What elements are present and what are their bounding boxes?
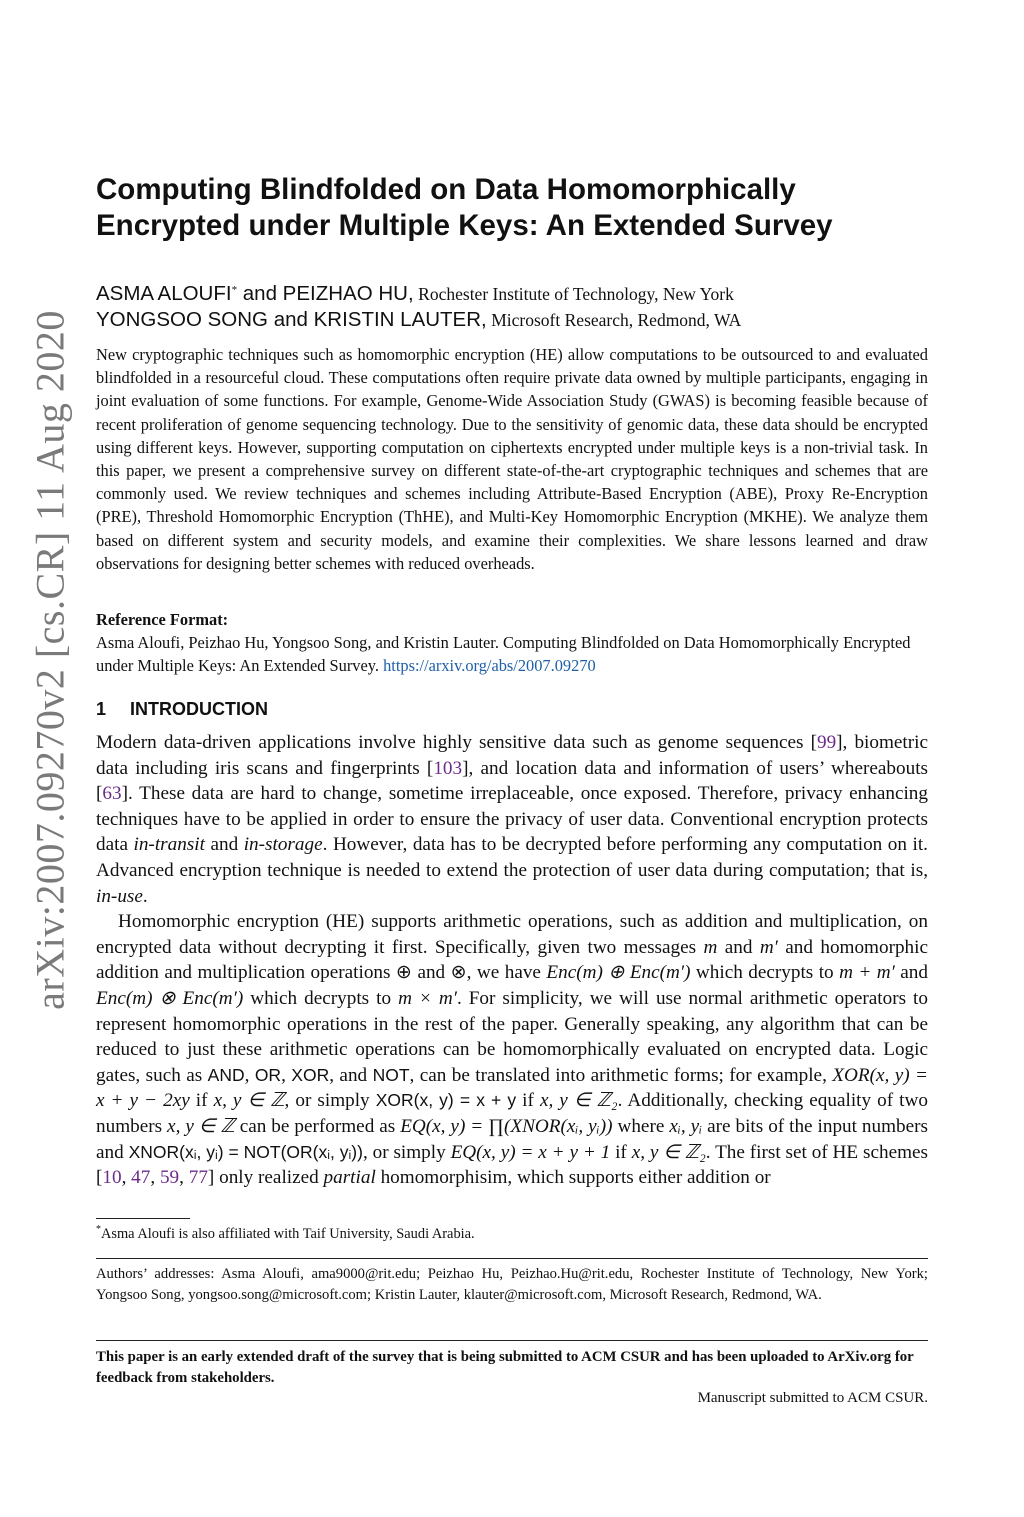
- citation-link[interactable]: 99: [816, 732, 837, 753]
- citation-link[interactable]: 77: [188, 1167, 208, 1189]
- emphasis: in-use: [96, 885, 143, 907]
- paper-title: [96, 172, 928, 244]
- text-run: if: [516, 1090, 540, 1112]
- author-footnote-mark: *: [231, 284, 238, 296]
- text-run: , can be translated into arithmetic forms; for example,: [409, 1064, 833, 1086]
- text-run: ,: [150, 1167, 160, 1189]
- math: x, y ∈ ℤ: [213, 1090, 285, 1112]
- citation-link[interactable]: 47: [131, 1167, 151, 1189]
- text-run: and: [894, 962, 928, 984]
- emphasis: in-transit: [133, 834, 205, 856]
- citation-link[interactable]: 103: [433, 757, 463, 779]
- text-run: where: [612, 1115, 670, 1137]
- intro-body: [96, 730, 928, 1191]
- math: x, y ∈ ℤ: [167, 1115, 235, 1137]
- text-run: ], and location data and information of users’ whereabouts [: [96, 757, 928, 805]
- text-run: ]. These data are hard to change, sometime irreplaceable, once exposed. Therefore, privacy enhancing techniques have to be applied in order to ensure the privacy of user data. Conventional encryption protects data: [96, 783, 928, 856]
- author-affiliation: Rochester Institute of Technology, New York: [418, 284, 734, 304]
- text-run: Modern data-driven applications involve highly sensitive data such as genome sequences [: [96, 732, 817, 753]
- author-line-1: [96, 277, 928, 307]
- math: OR: [254, 1064, 282, 1085]
- math: XNOR(xᵢ, yᵢ) = NOT(OR(xᵢ, yᵢ)): [128, 1141, 363, 1162]
- text-run: ] only realized: [207, 1167, 324, 1189]
- intro-paragraph-1: [96, 730, 928, 909]
- arxiv-side-stamp: [20, 290, 80, 1030]
- math: Enc(m) ⊗ Enc(m′): [96, 987, 244, 1009]
- intro-paragraph-2: [96, 909, 928, 1191]
- math: x, y ∈ ℤ₂: [539, 1090, 618, 1112]
- math: NOT: [372, 1064, 410, 1085]
- text-run: .: [142, 885, 148, 907]
- authors-addresses: Authors’ addresses: Asma Aloufi, ama9000@rit.edu; Peizhao Hu, Peizhao.Hu@rit.edu, Rochester Institute of Technology, New York; Yongsoo Song, yongsoo.song@microsoft.com; Kristin Lauter, klauter@microsoft.com, Microsoft Research, Redmond, WA.: [96, 1266, 928, 1303]
- citation-link[interactable]: 63: [102, 783, 122, 805]
- math: x, y ∈ ℤ₂: [631, 1141, 706, 1163]
- text-run: and homomorphic addition and multiplication operations ⊕ and ⊗, we have: [96, 936, 928, 984]
- math: m: [703, 936, 718, 958]
- section-title: INTRODUCTION: [130, 699, 268, 719]
- text-run: which decrypts to: [690, 962, 840, 984]
- reference-format-heading: Reference Format:: [96, 610, 229, 629]
- section-heading: [96, 699, 928, 720]
- text-run: which decrypts to: [243, 987, 399, 1009]
- text-run: , or simply: [284, 1090, 376, 1112]
- page-footer: Manuscript submitted to ACM CSUR.: [697, 1390, 928, 1406]
- text-run: . For simplicity, we will use normal arithmetic operators to represent homomorphic operations in the rest of the paper. Generally speaking, any algorithm that can be reduced to just these arithmetic operations can be homomorphically evaluated on encrypted data. Logic gates, such as: [96, 987, 928, 1086]
- author-line-2: [96, 307, 928, 333]
- text-run: Homomorphic encryption (HE) supports arithmetic operations, such as addition and multiplication, on encrypted data without decrypting it first. Specifically, given two messages: [96, 911, 928, 958]
- math: AND: [207, 1064, 245, 1085]
- footnote-divider: [96, 1218, 190, 1219]
- text-run: and: [717, 936, 760, 958]
- footnote-text: Asma Aloufi is also affiliated with Taif University, Saudi Arabia.: [101, 1225, 475, 1242]
- text-run: can be performed as: [234, 1115, 401, 1137]
- reference-text: Asma Aloufi, Peizhao Hu, Yongsoo Song, and Kristin Lauter. Computing Blindfolded on Data Homomorphically Encrypted under Multiple Keys: An Extended Survey.: [96, 633, 911, 675]
- author-block: [96, 277, 928, 333]
- draft-note: This paper is an early extended draft of the survey that is being submitted to ACM CSUR and has been uploaded to ArXiv.org for feedback from stakeholders.: [96, 1349, 914, 1386]
- author-names-cont: and PEIZHAO HU,: [237, 282, 414, 305]
- text-run: ], biometric data including iris scans and fingerprints [: [96, 732, 928, 779]
- text-run: ,: [179, 1167, 189, 1189]
- math: xᵢ, yᵢ: [669, 1115, 703, 1137]
- text-run: . However, data has to be decrypted before performing any computation on it. Advanced encryption technique is needed to extend the protection of user data during computation; that is,: [96, 834, 928, 881]
- author-names: YONGSOO SONG and KRISTIN LAUTER,: [96, 308, 487, 331]
- math: m × m′: [398, 987, 457, 1009]
- reference-format: [96, 631, 928, 677]
- text-run: ,: [121, 1167, 132, 1189]
- text-run: , or simply: [362, 1141, 451, 1163]
- text-run: if: [189, 1090, 214, 1112]
- citation-link[interactable]: 59: [159, 1167, 180, 1189]
- text-run: if: [610, 1141, 632, 1163]
- section-number: 1: [96, 699, 107, 719]
- author-names: ASMA ALOUFI: [96, 282, 232, 305]
- abstract: New cryptographic techniques such as homomorphic encryption (HE) allow computations to be outsourced to and evaluated blindfolded in a resourceful cloud. These computations often require private data owned by multiple participants, engaging in joint evaluation of some functions. For example, Genome-Wide Association Study (GWAS) is becoming feasible because of recent proliferation of genome sequencing technology. Due to the sensitivity of genomic data, these data should be encrypted using different keys. However, supporting computation on ciphertexts encrypted under multiple keys is a non-trivial task. In this paper, we present a comprehensive survey on different state-of-the-art cryptographic techniques and schemes that are commonly used. We review techniques and schemes including Attribute-Based Encryption (ABE), Proxy Re-Encryption (PRE), Threshold Homomorphic Encryption (ThHE), and Multi-Key Homomorphic Encryption (MKHE). We analyze them based on different system and security models, and examine their complexities. We share lessons learned and draw observations for designing better schemes with reduced overheads.: [96, 345, 928, 573]
- text-run: ,: [244, 1064, 255, 1086]
- text-run: , and: [329, 1064, 373, 1086]
- footnote: [96, 1224, 928, 1243]
- text-run: are bits of the input numbers and: [96, 1115, 929, 1163]
- citation-link[interactable]: 10: [102, 1167, 122, 1189]
- math: EQ(x, y) = x + y + 1: [450, 1141, 611, 1163]
- arxiv-link[interactable]: https://arxiv.org/abs/2007.09270: [383, 656, 596, 675]
- math: m + m′: [839, 962, 895, 984]
- note-divider: [96, 1340, 928, 1341]
- math: XOR(x, y) = x + y − 2xy: [96, 1064, 928, 1112]
- math: m′: [759, 936, 778, 958]
- address-divider: [96, 1258, 928, 1259]
- text-run: and: [204, 834, 244, 856]
- text-run: . Additionally, checking equality of two numbers: [96, 1090, 928, 1137]
- arxiv-id: arXiv:2007.09270v2 [cs.CR] 11 Aug 2020: [27, 310, 73, 1010]
- text-run: . The first set of HE schemes [: [96, 1141, 928, 1189]
- title-line-1: Computing Blindfolded on Data Homomorphically: [96, 173, 796, 206]
- footnote-mark: *: [96, 1224, 101, 1235]
- math: XOR(x, y) = x + y: [375, 1090, 517, 1111]
- math: EQ(x, y) = ∏(XNOR(xᵢ, yᵢ)): [400, 1115, 613, 1137]
- title-line-2: Encrypted under Multiple Keys: An Extended Survey: [96, 209, 833, 242]
- text-run: ,: [281, 1064, 292, 1086]
- math: Enc(m) ⊕ Enc(m′): [546, 962, 691, 984]
- emphasis: in-storage: [243, 834, 323, 856]
- author-affiliation: Microsoft Research, Redmond, WA: [491, 310, 742, 330]
- text-run: homomorphisim, which supports either addition or: [375, 1167, 771, 1189]
- emphasis: partial: [323, 1167, 376, 1189]
- math: XOR: [291, 1064, 330, 1085]
